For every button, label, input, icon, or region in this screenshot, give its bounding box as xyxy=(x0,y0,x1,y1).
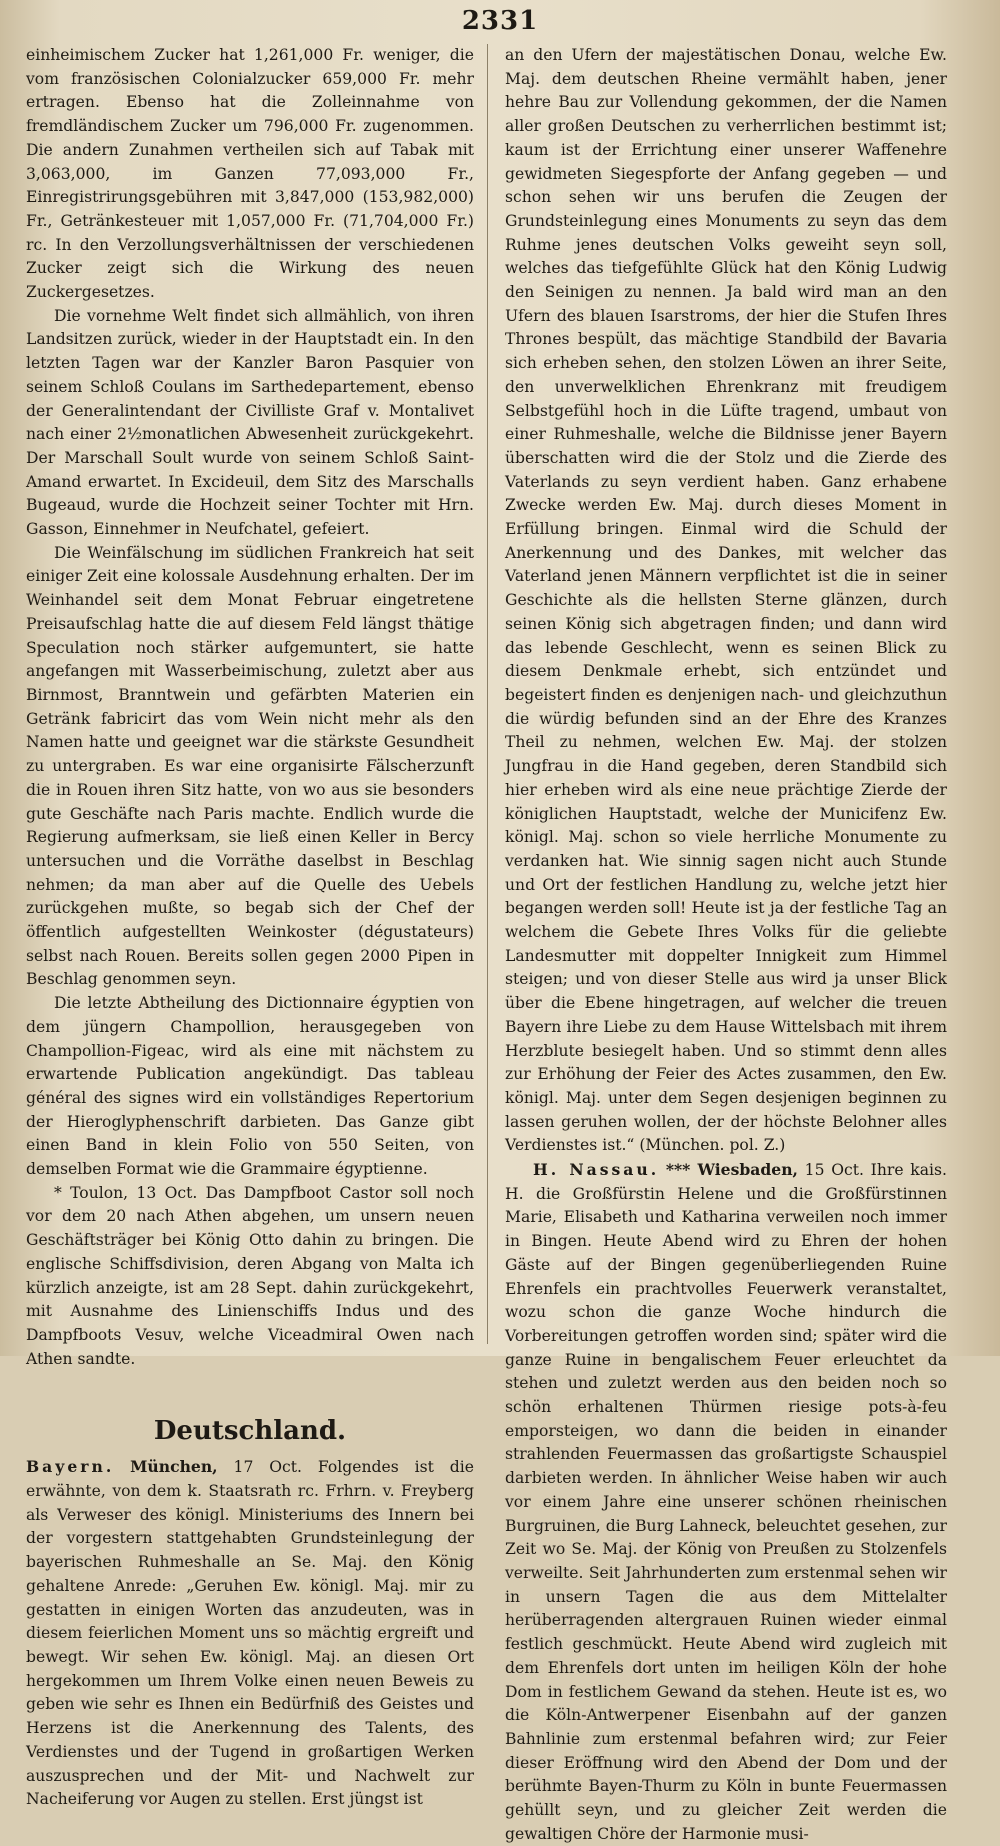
article-paragraph xyxy=(505,1158,947,1846)
article-paragraph: * Toulon, 13 Oct. Das Dampfboot Castor soll noch vor dem 20 nach Athen abgehen, um unsern neuen Geschäftsträger bei König Otto dahin zu bringen. Die englische Schiffsdivision, deren Abgang von Malta ich kürzlich anzeigte, ist am 28 Sept. dahin zurückgekehrt, mit Ausnahme des Linienschiffs Indus und des Dampfboots Vesuv, welche Viceadmiral Owen nach Athen sandte. xyxy=(26,1183,474,1368)
article-paragraph: Die vornehme Welt findet sich allmählich, von ihren Landsitzen zurück, wieder in der Hauptstadt ein. In den letzten Tagen war der Kanzler Baron Pasquier von seinem Schloß Coulans im Sarthedepartement, ebenso der Generalintendant der Civilliste Graf v. Montalivet nach einer 2½monatlichen Abwesenheit zurückgekehrt. Der Marschall Soult wurde von seinem Schloß Saint-Amand erwartet. In Excideuil, dem Sitz des Marschalls Bugeaud, wurde die Hochzeit seiner Tochter mit Hrn. Gasson, Einnehmer in Neufchatel, gefeiert. xyxy=(26,306,474,539)
page-number: 2331 xyxy=(461,6,539,36)
article-paragraph: Die Weinfälschung im südlichen Frankreich hat seit einiger Zeit eine kolossale Ausdehnung erhalten. Der im Weinhandel seit dem Monat Februar eingetretene Preisaufschlag hatte die auf diesem Feld längst thätige Speculation noch stärker aufgemuntert, sie hatte angefangen mit Wasserbeimischung, zuletzt aber aus Birnmost, Branntwein und gefärbten Materien ein Getränk fabricirt das vom Wein nicht mehr als den Namen hatte und geeignet war die stärkste Gesundheit zu untergraben. Es war eine organisirte Fälscherzunft die in Rouen ihren Sitz hatte, von wo aus sie besonders gute Geschäfte nach Paris machte. Endlich wurde die Regierung aufmerksam, sie ließ einen Keller in Bercy untersuchen und die Vorräthe daselbst in Beschlag nehmen; da man aber auf die Quelle des Uebels zurückgehen mußte, so begab sich der Chef der öffentlich aufgestellten Weinkoster (dégustateurs) selbst nach Rouen. Bereits sollen gegen 2000 Pipen in Beschlag genommen seyn. xyxy=(26,543,474,989)
dateline-city: *** Wiesbaden, xyxy=(665,1160,798,1180)
region-label: Bayern. xyxy=(26,1457,115,1477)
article-paragraph xyxy=(26,1455,474,1812)
right-column xyxy=(505,44,947,1843)
article-paragraph: an den Ufern der majestätischen Donau, welche Ew. Maj. dem deutschen Rheine vermählt haben, jener hehre Bau zur Vollendung gekommen, der die Namen aller großen Deutschen zu verherrlichen bestimmt ist; kaum ist der Errichtung einer unserer Waffenehre gewidmeten Siegespforte der Anfang gegeben — und schon sehen wir uns berufen die Zeugen der Grundsteinlegung eines Monuments zu seyn das dem Ruhme jenes deutschen Volks geweiht seyn soll, welches das tiefgefühlte Glück hat den König Ludwig den Seinigen zu nennen. Ja bald wird man an den Ufern des blauen Isarstroms, der hier die Stufen Ihres Thrones bespült, das mächtige Standbild der Bavaria sich erheben sehen, den stolzen Löwen an ihrer Seite, den unverwelklichen Ehrenkranz mit freudigem Selbstgefühl hoch in die Lüfte tragend, umbaut von einer Ruhmeshalle, welche die Bildnisse jener Bayern überschatten wird die der Stolz und die Zierde des Vaterlands zu seyn verdient haben. Ganz erhabene Zwecke werden Ew. Maj. durch dieses Moment in Erfüllung bringen. Einmal wird die Schuld der Anerkennung und des Dankes, mit welcher das Vaterland jenen Männern verpflichtet ist die in seiner Geschichte als die hellsten Sterne glänzen, durch seinen König sich abgetragen finden; und dann wird das lebende Geschlecht, wenn es seinen Blick zu diesem Denkmale erhebt, sich entzündet und begeistert finden es denjenigen nach- und gleichzuthun die würdig befunden sind an der Ehre des Kranzes Theil zu nehmen, welchen Ew. Maj. der stolzen Jungfrau in die Hand gegeben, deren Standbild sich hier erheben wird als eine neue prächtige Zierde der königlichen Hauptstadt, welche der Municifenz Ew. königl. Maj. schon so viele herrliche Monumente zu verdanken hat. Wie sinnig sagen nicht auch Stunde und Ort der festlichen Handlung zu, welche jetzt hier begangen werden soll! Heute ist ja der festliche Tag an welchem die Gebete Ihres Volks für die geliebte Landesmutter mit doppelter Innigkeit zum Himmel steigen; und von dieser Stelle aus wird ja unser Blick über die Ebene hingetragen, auf welcher die treuen Bayern ihre Liebe zu dem Hause Wittelsbach mit ihrem Herzblute besiegelt haben. Und so stimmt denn alles zur Erhöhung der Feier des Actes zusammen, den Ew. königl. Maj. unter dem Segen desjenigen beginnen zu lassen geruhen wollen, der der höchste Belohner alles Verdienstes ist.“ (München. pol. Z.) xyxy=(505,46,947,1155)
article-paragraph: einheimischem Zucker hat 1,261,000 Fr. weniger, die vom französischen Colonialzucker 659,000 Fr. mehr ertragen. Ebenso hat die Zolleinnahme von fremdländischem Zucker um 796,000 Fr. zugenommen. Die andern Zunahmen vertheilen sich auf Tabak mit 3,063,000, im Ganzen 77,093,000 Fr., Einregistrirungsgebühren mit 3,847,000 (153,982,000) Fr., Getränkesteuer mit 1,057,000 Fr. (71,704,000 Fr.) rc. In den Verzollungsverhältnissen der verschiedenen Zucker zeigt sich die Wirkung des neuen Zuckergesetzes. xyxy=(26,46,474,302)
region-label: H. Nassau. xyxy=(533,1160,660,1180)
column-divider xyxy=(487,44,488,1344)
article-paragraph: Die letzte Abtheilung des Dictionnaire égyptien von dem jüngern Champollion, herausgegeben von Champollion-Figeac, wird als eine mit nächstem zu erwartende Publication angekündigt. Das tableau général des signes wird ein vollständiges Repertorium der Hieroglyphenschrift darbieten. Das Ganze gibt einen Band in klein Folio von 550 Seiten, von demselben Format wie die Grammaire égyptienne. xyxy=(26,994,474,1179)
article-text: 17 Oct. Folgendes ist die erwähnte, von dem k. Staatsrath rc. Frhrn. v. Freyberg als Verweser des königl. Ministeriums des Innern bei der vorgestern stattgehabten Grundsteinlegung der bayerischen Ruhmeshalle an Se. Maj. den König gehaltene Anrede: „Geruhen Ew. königl. Maj. mir zu gestatten in einigen Worten das anzudeuten, was in diesem feierlichen Moment uns so mächtig ergreift und bewegt. Wir sehen Ew. königl. Maj. an diesen Ort hergekommen um Ihrem Volke einen neuen Beweis zu geben wie sehr es Ihnen ein Bedürfniß des Geistes und Herzens ist die Anerkennung des Talents, des Verdienstes und der Tugend in großartigen Werken auszusprechen und der Mit- und Nachwelt zur Nacheiferung vor Augen zu stellen. Erst jüngst ist xyxy=(26,1458,474,1809)
left-column xyxy=(26,44,474,1809)
dateline-city: München, xyxy=(130,1457,218,1477)
section-heading: Deutschland. xyxy=(153,1416,347,1447)
article-text: 15 Oct. Ihre kais. H. die Großfürstin Helene und die Großfürstinnen Marie, Elisabeth und Katharina verweilen noch immer in Bingen. Heute Abend wird zu Ehren der hohen Gäste auf der Bingen gegenüberliegenden Ruine Ehrenfels ein prachtvolles Feuerwerk veranstaltet, wozu schon die ganze Woche hindurch die Vorbereitungen getroffen worden sind; später wird die ganze Ruine in bengalischem Feuer erleuchtet da stehen und zuletzt werden aus den beiden noch so schön erhaltenen Thürmen riesige pots-à-feu emporsteigen, wo dann die beiden in einander strahlenden Feuermassen das großartigste Schauspiel darbieten werden. In ähnlicher Weise haben wir auch vor einem Jahre eine unserer schönen rheinischen Burgruinen, die Burg Lahneck, beleuchtet gesehen, zur Zeit wo Se. Maj. der König von Preußen zu Stolzenfels verweilte. Seit Jahrhunderten zum erstenmal sehen wir in unsern Tagen die aus dem Mittelalter herüberragenden altergrauen Ruinen wieder einmal festlich geschmückt. Heute Abend wird zugleich mit dem Ehrenfels dort unten im heiligen Köln der hohe Dom in festlichem Gewand da stehen. Heute ist es, wo die Köln-Antwerpener Eisenbahn auf der ganzen Bahnlinie zum erstenmal befahren wird; zur Feier dieser Eröffnung wird den Abend der Dom und der berühmte Bayen-Thurm zu Köln in bunte Feuermassen gehüllt seyn, und zu gleicher Zeit werden die gewaltigen Chöre der Harmonie musi- xyxy=(505,1161,947,1843)
